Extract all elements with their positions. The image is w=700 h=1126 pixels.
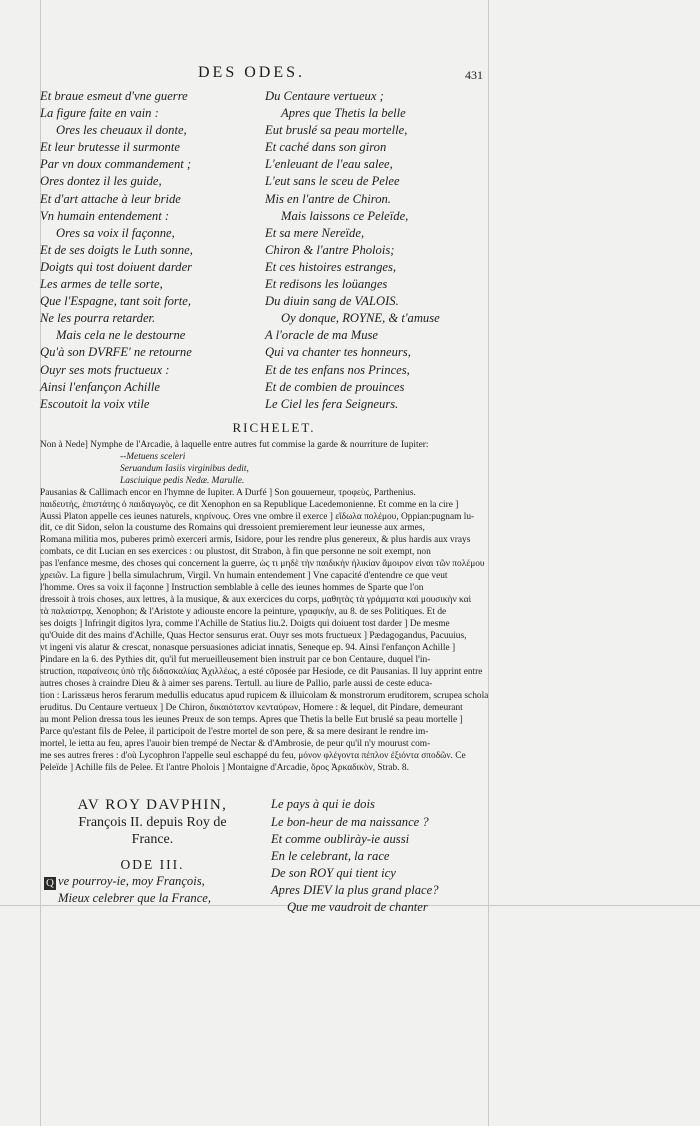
verse-line: L'eut sans le sceu de Pelee: [265, 174, 400, 189]
verse-line: Du Centaure vertueux ;: [265, 89, 384, 103]
verse-line: Vn humain entendement :: [40, 208, 170, 223]
verse-line: Qu'à son DVRFE' ne retourne: [40, 345, 192, 360]
commentary-line: χρειῶν. La figure ] bella simulachrum, Virgil. Vn humain entendement ] Vne capacité d'entendre ce que veut: [40, 571, 448, 582]
commentary-line: tion : Larissæus heros ferarum medullis educatus apud rupicem & illuicolam & monstrorum eruditorem, scrupea schola: [40, 690, 488, 701]
commentary-line: mortel, le ietta au feu, apres l'auoir bien trempé de Nectar & d'Ambrosie, de peur qu'il n'y mourust com-: [40, 738, 431, 749]
verse-line: Et caché dans son giron: [265, 140, 387, 155]
verse-line: Ores dontez il les guide,: [40, 174, 162, 189]
verse-line: Escoutoit la voix vtile: [40, 396, 150, 411]
ode-section: [40, 796, 488, 916]
verse-line: Le bon-heur de ma naissance ?: [270, 814, 429, 829]
verse-line: Et comme oublirày-ie aussi: [270, 831, 410, 846]
commentary-body: [40, 440, 488, 775]
verse-line: Par vn doux commandement ;: [40, 157, 192, 172]
commentary-line: παιδευτὴς, ἐπιστάτης ὁ παιδαγωγὸς, ce dit Xenophon en sa Republique Lacedemonienne. Et comme en la cire ]: [40, 499, 459, 510]
verse-line: Doigts qui tost doiuent darder: [40, 259, 193, 274]
verse-line: Ores les cheuaux il donte,: [56, 123, 187, 138]
verse-line: La figure faite en vain :: [40, 106, 159, 121]
ode-subheading: François II. depuis Roy de: [78, 815, 227, 831]
commentary-line: l'homme. Ores sa voix il façonne ] Instruction semblable à celle des ieunes hommes de Sparte que l'on: [40, 583, 424, 594]
verse-line: Les armes de telle sorte,: [40, 277, 163, 292]
verse-line: [40, 873, 265, 890]
commentary-line: qu'Ouide dit des mains d'Achille, Quas Hector sensurus erat. Ouyr ses mots fructueux ] Pædagogandus, Pacuuius,: [40, 631, 467, 642]
commentary-line: Pindare en la 6. des Pythies dit, qu'il fut merueilleusement bien instruit par ce bon Centaure, duquel l'in-: [40, 654, 431, 665]
commentary-line: Peleïde ] Achille fils de Pelee. Et l'antre Pholois ] Montaigne d'Arcadie, ὄρος Ἀρκαδικὸν, Strab. 8.: [40, 762, 409, 773]
verse-text: ve pourroy-ie, moy François,: [58, 874, 205, 889]
commentary-line: dressoit à trois choses, aux lettres, à la musique, & aux exercices du corps, μαθητὰς τὰ γράμματα καὶ μουσικὴν καὶ: [40, 595, 472, 606]
verse-line: Chiron & l'antre Pholois;: [265, 242, 395, 257]
ode-number: ODE III.: [120, 857, 185, 873]
verse-line: Et leur brutesse il surmonte: [40, 140, 180, 155]
commentary-title: RICHELET.: [232, 419, 316, 435]
verse-line: Que l'Espagne, tant soit forte,: [40, 294, 192, 309]
verse-line: Ne les pourra retarder.: [40, 311, 156, 326]
commentary-line: me ses autres freres : d'où Lycophron l'appelle seul eschappé du feu, μόνον φλέγοντα πέπλον ἐξιόντα σποδῶν. Ce: [40, 750, 466, 761]
commentary-line: Pausanias & Callimach encor en l'hymne de Iupiter. A Durfé ] Son gouuerneur, τροφεὺς, Parthenius.: [40, 487, 416, 498]
ode-subheading: France.: [131, 832, 174, 848]
verse-line: Que me vaudroit de chanter: [286, 900, 428, 915]
verse-line: Mais laissons ce Peleïde,: [281, 208, 409, 223]
page-number: 431: [465, 68, 483, 82]
verse-line: Le Ciel les fera Seigneurs.: [265, 396, 399, 411]
verse-line: Mieux celebrer que la France,: [58, 891, 212, 906]
verse-line: Oy donque, ROYNE, & t'amuse: [281, 311, 440, 326]
book-page: [40, 58, 488, 916]
ode-right-column: [265, 796, 488, 916]
verse-line: En le celebrant, la race: [270, 848, 390, 863]
verse-line: Et redisons les loüanges: [265, 277, 388, 292]
quote-line: Seruandum Iasiis virginibus dedit,: [120, 463, 249, 474]
quote-line: --Metuens sceleri: [120, 451, 186, 462]
verse-line: Et ces histoires estranges,: [265, 259, 397, 274]
commentary-line: struction, παραίνεσις ὑπὸ τῆς διδασκαλίας Ἀχιλλέως, a esté cōposée par Hesiode, ce dit Pausanias. Il luy apprint entre: [40, 666, 483, 677]
verse-line: Mais cela ne le destourne: [56, 328, 186, 343]
verse-line: Apres que Thetis la belle: [281, 106, 406, 121]
poem-right-column: [263, 88, 488, 413]
commentary-line: Parce qu'estant fils de Pelee, il participoit de l'estre mortel de son pere, & sa mere desirant le rendre im-: [40, 726, 429, 737]
poem-left-column: [40, 88, 263, 413]
verse-line: Ores sa voix il façonne,: [56, 225, 175, 240]
commentary-line: dit, ce dit Sidon, selon la coustume des Romains qui dressoient premierement leur ieunesse aux armes,: [40, 523, 425, 534]
verse-line: Apres DIEV la plus grand place?: [270, 882, 439, 897]
scan-guide-line: [488, 0, 489, 1126]
commentary-line: Non à Nede] Nymphe de l'Arcadie, à laquelle entre autres fut commise la garde & nourriture de Iupiter:: [40, 439, 429, 450]
commentary-line: ses doigts ] Infringit digitos lyra, comme l'Achille de Statius liu.2. Doigts qui doiuent tost darder ] De mesme: [40, 619, 450, 630]
verse-line: Mis en l'antre de Chiron.: [265, 191, 391, 206]
ode-title-block: [40, 796, 265, 916]
commentary-line: au mont Pelion dressa tous les ieunes Preux de son temps. Apres que Thetis la belle Eut bruslé sa peau mortelle ]: [40, 714, 463, 725]
verse-line: Et de tes enfans nos Princes,: [265, 362, 410, 377]
poem-columns: [40, 88, 488, 413]
commentary-line: τὰ παλαίστρᾳ, Xenophon; & l'Aristote y adiouste encore la peinture, γραφικὴν, au 8. de ses Politiques. Et de: [40, 607, 447, 618]
verse-line: Ouyr ses mots fructueux :: [40, 362, 170, 377]
running-head: [40, 58, 488, 88]
verse-line: Le pays à qui ie dois: [270, 797, 375, 812]
drop-cap: Q: [44, 877, 56, 890]
commentary-line: vt ingeni vis alatur & crescat, nonasque persuasiones adiciat innatis, Seneque ep. 94. Ainsi l'enfançon Achille ]: [40, 642, 456, 653]
verse-line: Qui va chanter tes honneurs,: [265, 345, 411, 360]
verse-line: Et d'art attache à leur bride: [40, 191, 181, 206]
verse-line: L'enleuant de l'eau salee,: [265, 157, 393, 172]
commentary-line: Romana militia mos, puberes primò exerceri armis, Isidore, pour les rendre plus genereux, & plus hardis aux vrays: [40, 535, 471, 546]
verse-line: De son ROY qui tient icy: [270, 865, 396, 880]
verse-line: Et sa mere Nereïde,: [265, 225, 365, 240]
verse-line: Et de combien de prouinces: [265, 379, 405, 394]
commentary-line: combats, ce dit Lucian en ses exercices : ou plustost, dit Strabon, à fin que personne ne soit exempt, non: [40, 547, 431, 558]
running-title: DES ODES.: [198, 64, 306, 81]
verse-line: Et de ses doigts le Luth sonne,: [40, 242, 193, 257]
commentary-line: eruditus. Du Centaure vertueux ] De Chiron, δικαιότατον κενταύρων, Homere : & lequel, dit Pindare, demeurant: [40, 702, 463, 713]
commentary-line: pas l'enfance mesme, des choses qui concernent la guerre, ὡς τι μηδὲ τὴν παιδικὴν ἡλικίαν ἄμοιρον εἶναι τῶν πολέμου: [40, 559, 485, 570]
verse-line: Eut bruslé sa peau mortelle,: [265, 123, 408, 138]
commentary-line: autres choses à craindre Dieu & à aimer ses parens. Tertull. au liure de Pallio, parle aussi de ceste educa-: [40, 678, 433, 689]
ode-heading: AV ROY DAVPHIN,: [77, 797, 228, 814]
verse-line: A l'oracle de ma Muse: [265, 328, 378, 343]
verse-line: Et braue esmeut d'vne guerre: [40, 89, 188, 103]
commentary-line: Aussi Platon appelle ces ieunes naturels, κηρίνους. Ores vne ombre il exerce ] εἴδωλα πολέμου, Oppian:pugnam lu-: [40, 511, 475, 522]
quote-line: Lasciuique pedis Nedæ. Marulle.: [120, 475, 245, 486]
verse-line: Du diuin sang de VALOIS.: [265, 294, 399, 309]
verse-line: Ainsi l'enfançon Achille: [40, 379, 160, 394]
